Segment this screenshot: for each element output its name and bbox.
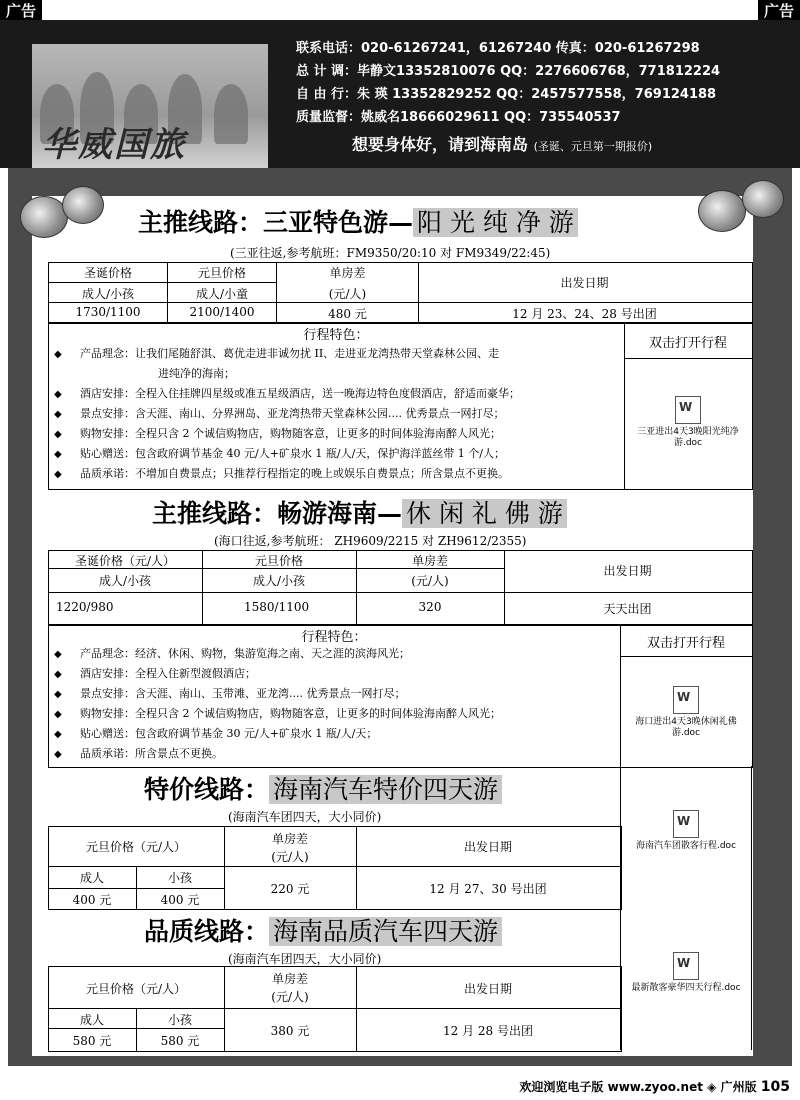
slogan — [352, 132, 652, 155]
route1-feature: ◆ 产品理念：让我们尾随舒淇、葛优走进非诚勿扰 II、走进亚龙湾热带天堂森林公园、走 — [54, 347, 500, 360]
route2-feature: ◆ 产品理念：经济、休闲、购物，集游览海之南、天之涯的滨海风光； — [54, 647, 410, 660]
route4-v2: 580 元 — [160, 1034, 200, 1048]
globe-icon: ◈ — [707, 1080, 717, 1094]
route4-doc-link[interactable] — [626, 952, 746, 994]
footer-welcome: 欢迎浏览电子版 — [519, 1080, 604, 1094]
route4-doc-name: 最新散客豪华四天行程.doc — [631, 983, 741, 993]
lantern-icon — [20, 196, 68, 238]
route1-feat-head: 行程特色： — [303, 328, 369, 343]
route1-v4: 12 月 23、24、28 号出团 — [512, 307, 657, 321]
logo-text: 华威国旅 — [42, 125, 186, 165]
company-logo — [32, 44, 268, 174]
route3-v3: 220 元 — [270, 882, 310, 896]
route3-v2: 400 元 — [160, 893, 200, 907]
route2-h1b: 成人/小孩 — [98, 574, 152, 588]
route3-doc-name: 海南汽车团散客行程.doc — [635, 841, 737, 851]
route1-feature: ◆ 景点安排：含天涯、南山、分界洲岛、亚龙湾热带天堂森林公园.... 优秀景点一网打尽； — [54, 407, 505, 420]
route4-title-highlight: 海南品质汽车四天游 — [269, 917, 502, 946]
header-bar — [0, 20, 800, 168]
route1-h2: 元旦价格 — [197, 266, 246, 280]
route4-h3b: (元/人) — [271, 990, 309, 1004]
slogan-note: (圣诞、元旦第一期报价) — [533, 140, 653, 153]
route1-h3: 单房差 — [329, 266, 366, 280]
route4-sub: (海南汽车团四天，大小同价) — [228, 952, 382, 966]
route3-title — [144, 770, 502, 806]
route4-h1a: 成人 — [79, 1013, 104, 1027]
lantern-icon — [62, 186, 104, 224]
route4-title-prefix: 品质线路： — [144, 917, 270, 946]
route2-feature: ◆ 贴心赠送：包含政府调节基金 30 元/人+矿泉水 1 瓶/人/天； — [54, 727, 378, 740]
route2-title-prefix: 主推线路：畅游海南— — [152, 499, 403, 528]
page-number: 105 — [760, 1079, 790, 1095]
route3-h3b: (元/人) — [271, 850, 309, 864]
route4-v3: 380 元 — [270, 1024, 310, 1038]
route1-h2b: 成人/小童 — [195, 287, 249, 301]
route4-h4: 出发日期 — [463, 982, 512, 996]
route4-h3: 单房差 — [271, 972, 308, 986]
route1-flight: (三亚往返,参考航班：FM9350/20:10 对 FM9349/22:45) — [230, 246, 551, 260]
route3-h1a: 成人 — [79, 871, 104, 885]
route2-h3b: (元/人) — [411, 574, 449, 588]
route3-h3: 单房差 — [271, 832, 308, 846]
route2-feature: ◆ 酒店安排：全程入住新型渡假酒店； — [54, 667, 256, 680]
route2-v2: 1580/1100 — [244, 600, 310, 614]
route1-h1b: 成人/小孩 — [81, 287, 135, 301]
route3-title-highlight: 海南汽车特价四天游 — [269, 775, 502, 804]
route2-doc-name: 海口进出4天3晚休闲礼佛游.doc — [635, 717, 737, 738]
route1-v2: 2100/1400 — [189, 305, 255, 319]
word-doc-icon — [673, 952, 699, 980]
route3-v1: 400 元 — [72, 893, 112, 907]
route1-feature: 进纯净的海南； — [158, 367, 235, 380]
route2-feat-head: 行程特色： — [301, 630, 367, 645]
route1-title-prefix: 主推线路：三亚特色游— — [138, 208, 414, 237]
route1-title-highlight: 阳 光 纯 净 游 — [413, 208, 578, 237]
word-doc-icon — [675, 396, 701, 424]
contact-independent: 自 由 行：朱 瑛 13352829252 QQ：2457577558，769124188 — [296, 87, 717, 102]
route3-doc-link[interactable] — [626, 810, 746, 852]
route1-h3b: (元/人) — [328, 287, 367, 301]
route1-v3: 480 元 — [328, 307, 367, 321]
route3-title-prefix: 特价线路： — [144, 775, 270, 804]
route3-v4: 12 月 27、30 号出团 — [429, 882, 547, 896]
route1-title — [138, 203, 578, 239]
route1-v1: 1730/1100 — [75, 305, 141, 319]
route2-flight: (海口往返,参考航班： ZH9609/2215 对 ZH9612/2355) — [214, 534, 527, 548]
route2-title — [152, 494, 567, 530]
route2-h4: 出发日期 — [603, 564, 652, 578]
contact-quality: 质量监督：姚威名18666029611 QQ：735540537 — [296, 110, 621, 125]
route2-feature: ◆ 购物安排：全程只含 2 个诚信购物店，购物随客意，让更多的时间体验海南醉人风光； — [54, 707, 501, 720]
route1-feature: ◆ 酒店安排：全程入住挂牌四星级或准五星级酒店，送一晚海边特色度假酒店，舒适而豪华； — [54, 387, 520, 400]
contact-planner: 总 计 调：毕静文13352810076 QQ：2276606768，771812224 — [296, 64, 721, 79]
route2-doc-link[interactable] — [628, 686, 744, 739]
lantern-icon — [742, 180, 784, 218]
footer-site-link[interactable]: www.zyoo.net — [607, 1080, 703, 1094]
route4-h1: 元旦价格（元/人） — [85, 982, 187, 996]
footer — [0, 1072, 800, 1100]
route1-feature: ◆ 贴心赠送：包含政府调节基金 40 元/人+矿泉水 1 瓶/人/天，保护海洋蓝丝带 1 个/人； — [54, 447, 506, 460]
route1-feature: ◆ 购物安排：全程只含 2 个诚信购物店，购物随客意，让更多的时间体验海南醉人风光； — [54, 427, 501, 440]
route2-h2: 元旦价格 — [254, 554, 303, 568]
route3-h4: 出发日期 — [463, 840, 512, 854]
route4-title — [144, 912, 502, 948]
route4-v4: 12 月 28 号出团 — [443, 1024, 533, 1038]
word-doc-icon — [673, 686, 699, 714]
route1-feature: ◆ 品质承诺：不增加自费景点；只推荐行程指定的晚上或娱乐自费景点；所含景点不更换。 — [54, 467, 509, 480]
route2-v3: 320 — [418, 600, 442, 614]
route2-feature: ◆ 品质承诺：所含景点不更换。 — [54, 747, 223, 760]
route3-h1b: 小孩 — [167, 871, 192, 885]
route3-h1: 元旦价格（元/人） — [85, 840, 187, 854]
route1-doc-name: 三亚进出4天3晚阳光纯净游.doc — [637, 427, 739, 448]
route3-sub: (海南汽车团四天，大小同价) — [228, 810, 382, 824]
route2-open-hint: 双击打开行程 — [646, 636, 725, 651]
contact-phone: 联系电话：020-61267241，61267240 传真：020-61267298 — [296, 41, 700, 56]
word-doc-icon — [673, 810, 699, 838]
footer-text — [519, 1078, 790, 1095]
route1-h1: 圣诞价格 — [83, 266, 132, 280]
route4-v1: 580 元 — [72, 1034, 112, 1048]
ad-label-right: 广告 — [758, 0, 800, 22]
route2-title-highlight: 休 闲 礼 佛 游 — [402, 499, 567, 528]
route2-feature: ◆ 景点安排：含天涯、南山、玉带滩、亚龙湾.... 优秀景点一网打尽； — [54, 687, 406, 700]
route2-v4: 天天出团 — [603, 602, 652, 616]
route1-doc-link[interactable] — [630, 396, 746, 449]
ad-label-left: 广告 — [0, 0, 42, 22]
route2-v1: 1220/980 — [56, 600, 114, 614]
route2-h2b: 成人/小孩 — [252, 574, 306, 588]
route1-open-hint: 双击打开行程 — [648, 336, 727, 351]
route1-h4: 出发日期 — [560, 276, 609, 290]
slogan-text: 想要身体好，请到海南岛 — [352, 135, 529, 154]
route2-h3: 单房差 — [411, 554, 448, 568]
footer-edition: 广州版 — [720, 1080, 757, 1094]
lantern-icon — [698, 190, 746, 232]
route2-h1: 圣诞价格（元/人） — [74, 554, 176, 568]
route4-h1b: 小孩 — [167, 1013, 192, 1027]
